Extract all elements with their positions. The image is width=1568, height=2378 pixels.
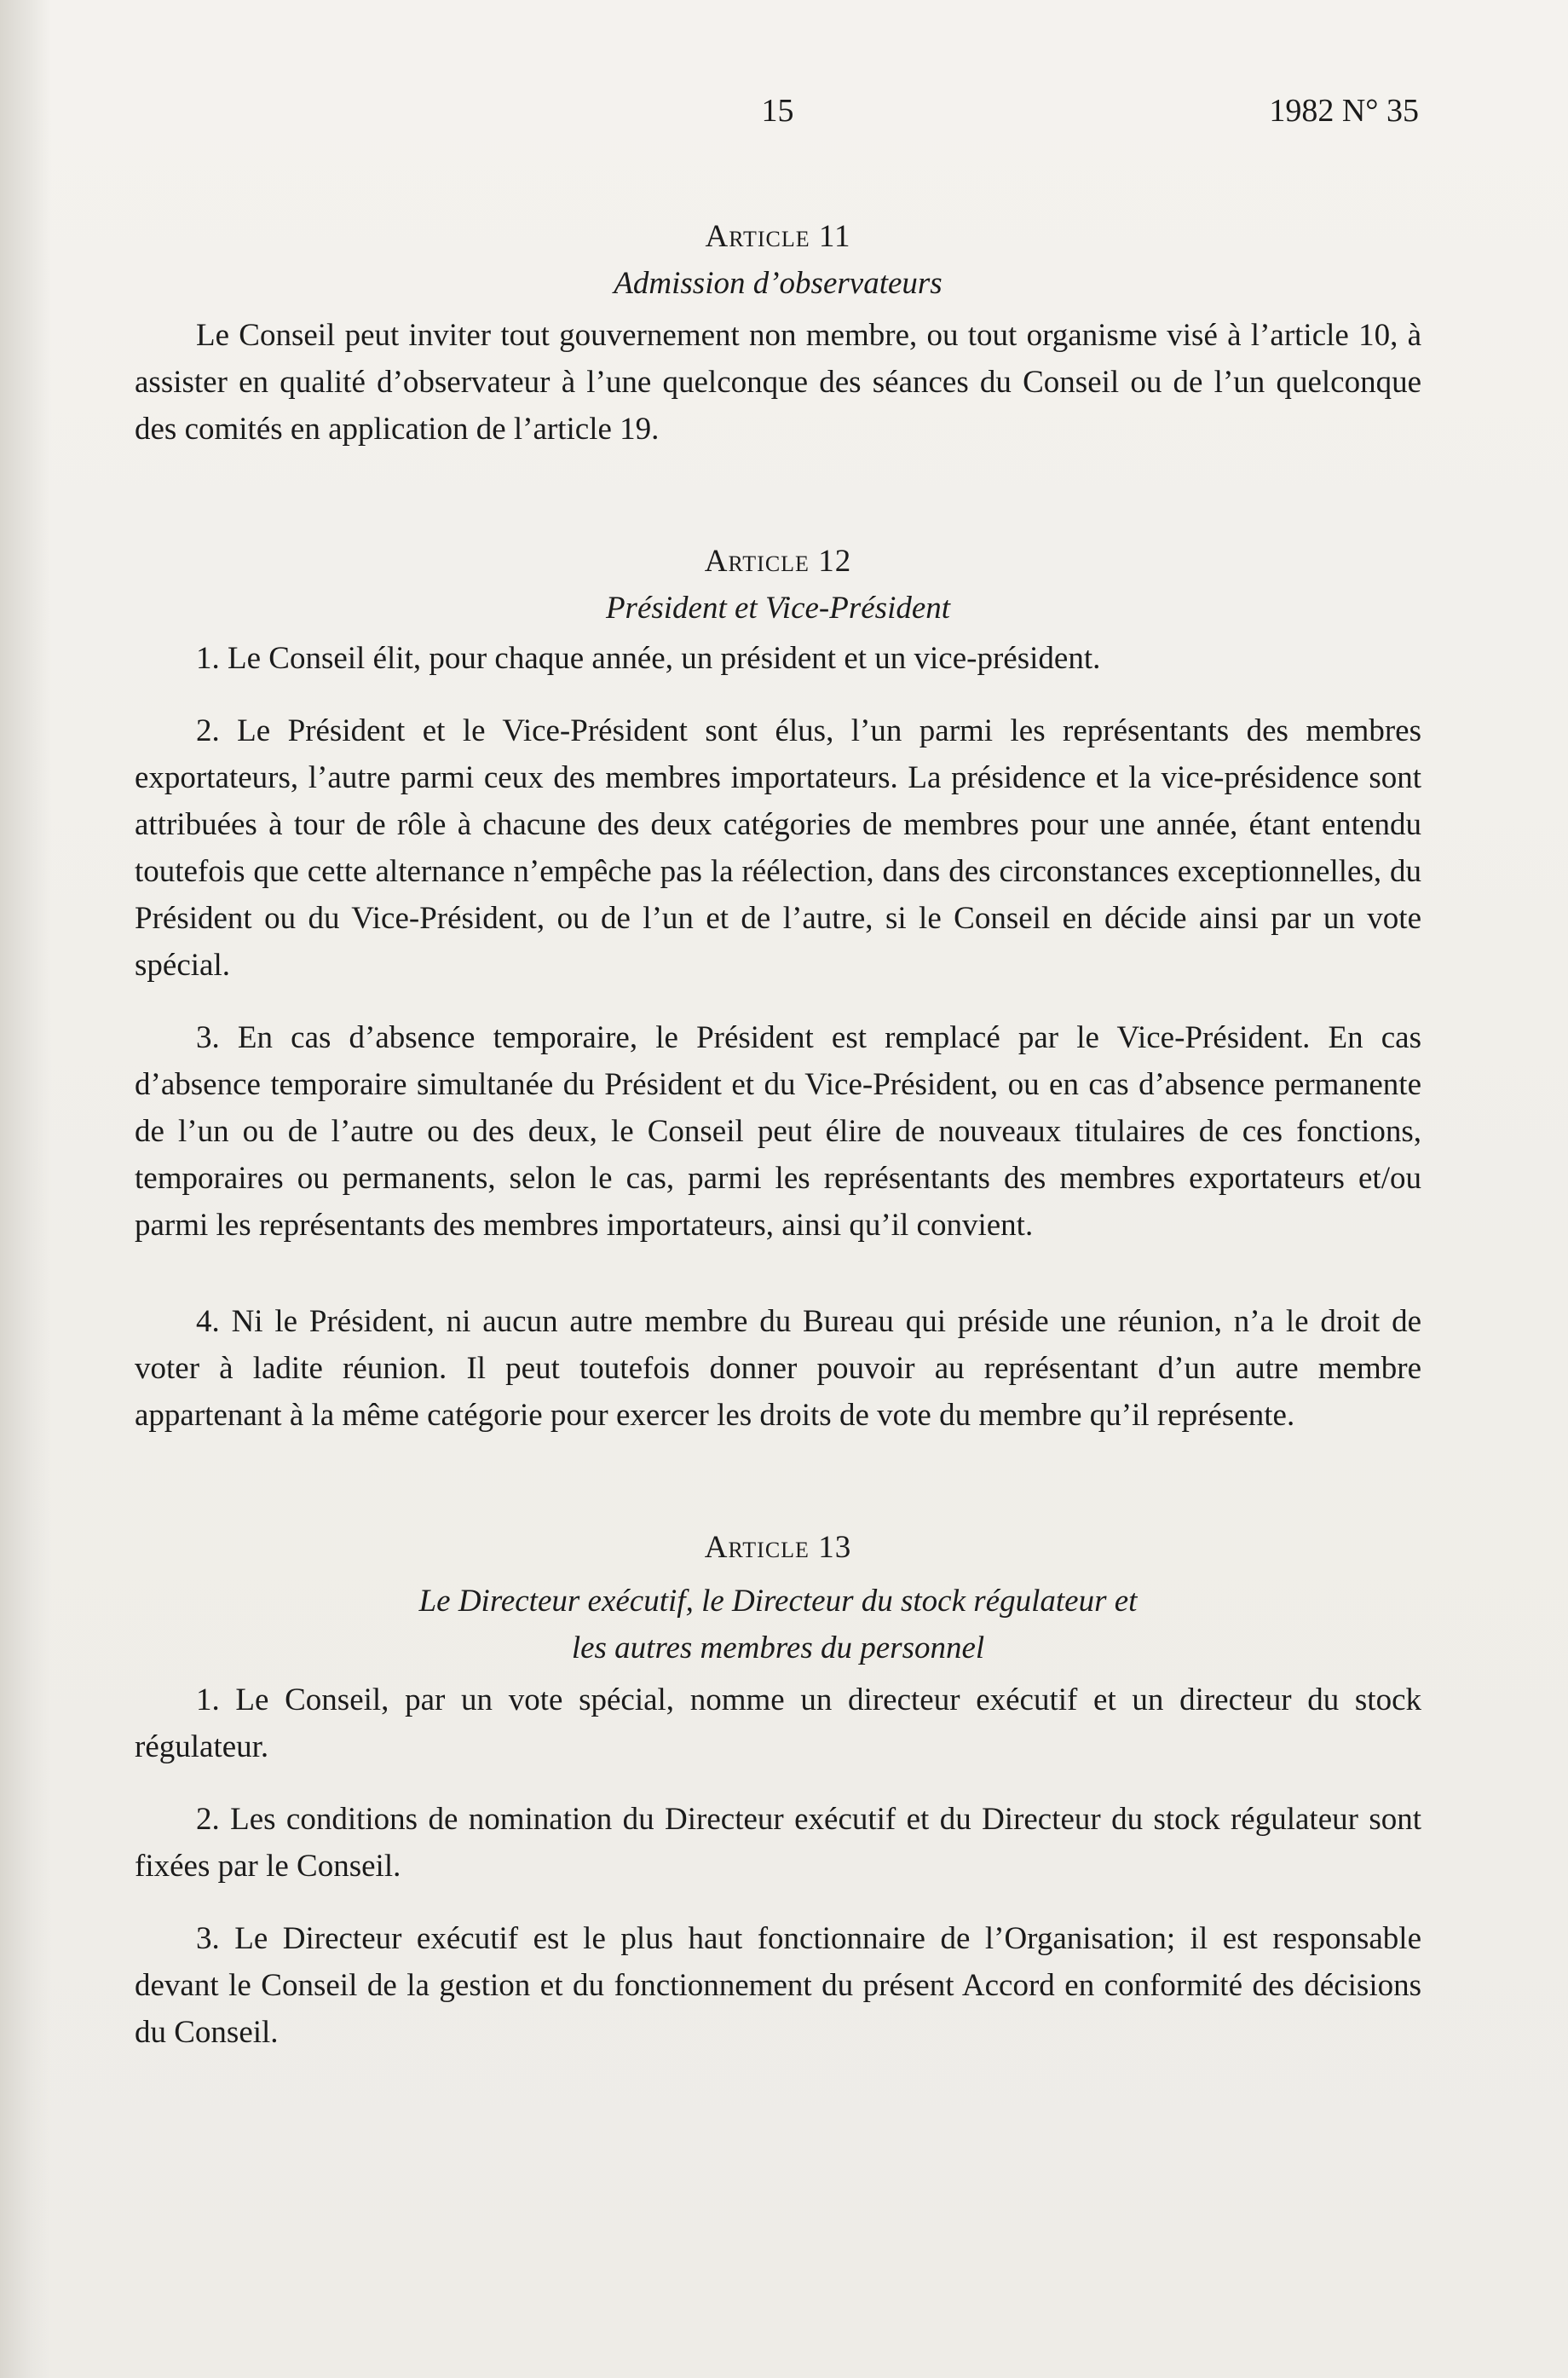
article-12: [135, 538, 1421, 1439]
article-12-paragraph-3: 3. En cas d’absence temporaire, le Président est remplacé par le Vice-Président. En cas d’absence temporaire simultanée du Président et du Vice-Président, ou en cas d’absence permanente de l’un ou de l’autre ou des deux, le Conseil peut élire de nouveaux titulaires de ces fonctions, temporaires ou permanents, selon le cas, parmi les représentants des membres exportateurs et/ou parmi les représentants des membres importateurs, ainsi qu’il convient.: [135, 1020, 1421, 1243]
article-11-subtitle: Admission d’observateurs: [614, 266, 943, 301]
page-body: [135, 213, 1421, 2056]
article-12-subtitle: Président et Vice-Président: [605, 591, 951, 626]
article-12-paragraph-4: 4. Ni le Président, ni aucun autre membre du Bureau qui préside une réunion, n’a le droit de voter à ladite réunion. Il peut toutefois donner pouvoir au représentant d’un autre membre appartenant à la même catégorie pour exercer les droits de vote du membre qu’il représente.: [135, 1304, 1421, 1433]
article-13-title: Article 13: [704, 1530, 852, 1565]
article-12-paragraph-1: 1. Le Conseil élit, pour chaque année, un président et un vice-président.: [196, 641, 1101, 676]
article-11-title: Article 11: [705, 219, 851, 254]
article-13-subtitle-line-1: Le Directeur exécutif, le Directeur du stock régulateur et: [418, 1584, 1138, 1619]
page-gutter-shadow: [0, 0, 51, 2378]
article-13-paragraph-2: 2. Les conditions de nomination du Directeur exécutif et du Directeur du stock régulateur sont fixées par le Conseil.: [135, 1802, 1421, 1884]
article-13: [135, 1524, 1421, 2056]
page-header: [136, 92, 1419, 143]
article-13-paragraph-1: 1. Le Conseil, par un vote spécial, nomme un directeur exécutif et un directeur du stock régulateur.: [135, 1682, 1421, 1764]
article-12-paragraph-2: 2. Le Président et le Vice-Président sont élus, l’un parmi les représentants des membres exportateurs, l’autre parmi ceux des membres importateurs. La présidence et la vice-présidence sont attribuées à tour de rôle à chacune des deux catégories de membres pour une année, étant entendu toutefois que cette alternance n’empêche pas la réélection, dans des circonstances exceptionnelles, du Président ou du Vice-Président, ou de l’un et de l’autre, si le Conseil en décide ainsi par un vote spécial.: [135, 713, 1421, 983]
article-13-subtitle-line-2: les autres membres du personnel: [571, 1631, 985, 1665]
article-11: [135, 213, 1421, 453]
article-12-title: Article 12: [704, 544, 852, 579]
document-reference: 1982 N° 35: [1269, 93, 1419, 129]
article-11-paragraph: Le Conseil peut inviter tout gouvernement non membre, ou tout organisme visé à l’article 10, à assister en qualité d’observateur à l’une quelconque des séances du Conseil ou de l’un quelconque des comités en application de l’article 19.: [135, 318, 1421, 447]
article-13-paragraph-3: 3. Le Directeur exécutif est le plus haut fonctionnaire de l’Organisation; il est responsable devant le Conseil de la gestion et du fonctionnement du présent Accord en conformité des décisions du Conseil.: [135, 1921, 1421, 2050]
page-number: 15: [761, 93, 794, 129]
